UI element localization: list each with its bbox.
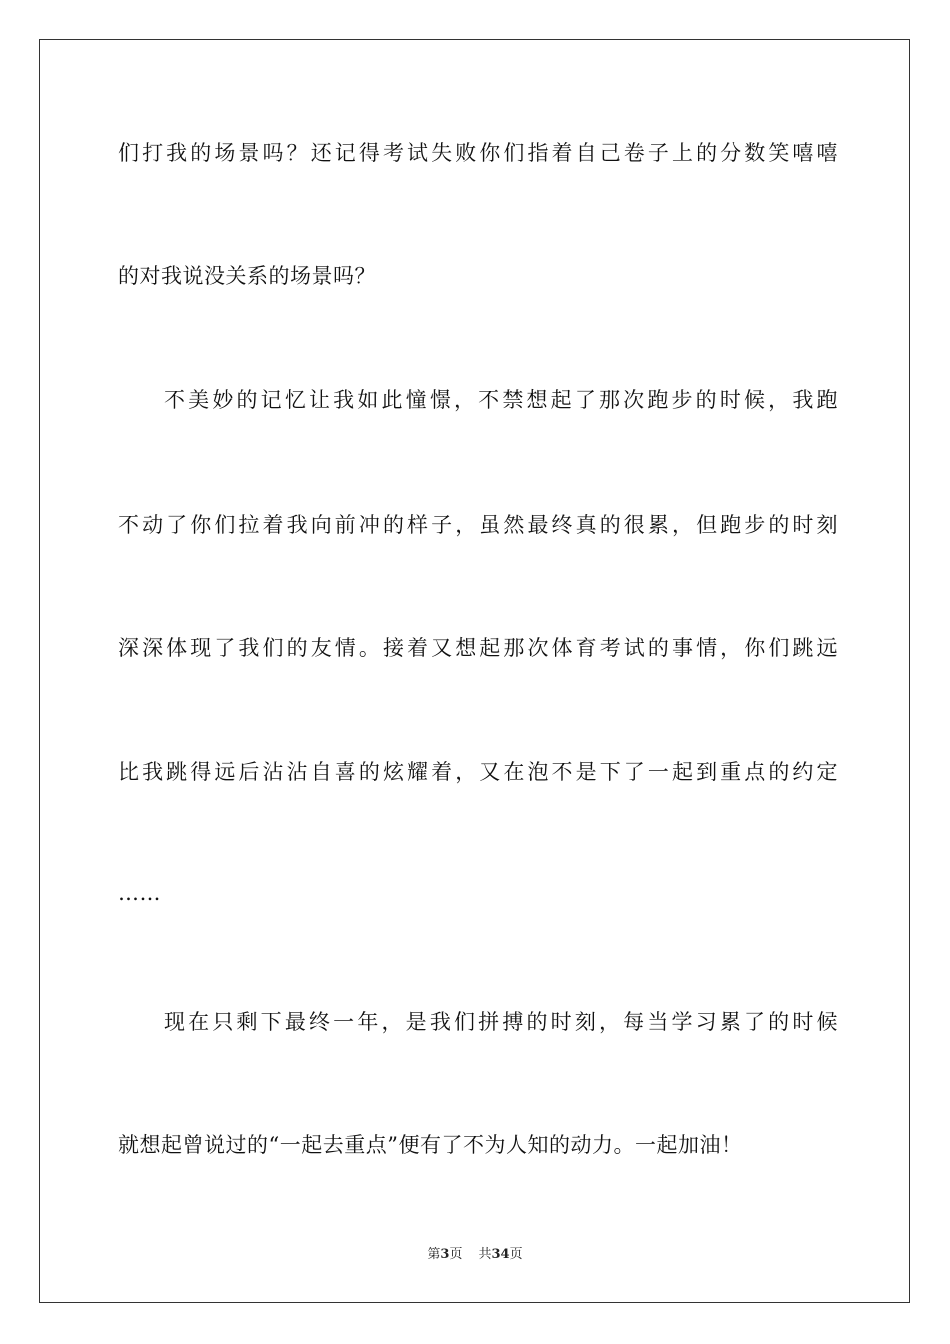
page-suffix: 页 [449, 1247, 463, 1262]
paragraph-line-5: 深深体现了我们的友情。接着又想起那次体育考试的事情，你们跳远 [118, 636, 838, 660]
page-number: 3 [440, 1247, 450, 1262]
paragraph-line-7: …… [118, 881, 161, 905]
page-footer [0, 1246, 950, 1264]
total-suffix: 页 [509, 1247, 523, 1262]
page-border [39, 39, 910, 1303]
paragraph-line-9: 就想起曾说过的“一起去重点”便有了不为人知的动力。一起加油！ [118, 1133, 743, 1157]
paragraph-line-4: 不动了你们拉着我向前冲的样子，虽然最终真的很累，但跑步的时刻 [118, 513, 838, 537]
paragraph-line-2: 的对我说没关系的场景吗？ [118, 264, 376, 288]
page-prefix: 第 [427, 1247, 441, 1262]
paragraph-line-8: 现在只剩下最终一年，是我们拼搏的时刻，每当学习累了的时候 [164, 1010, 838, 1034]
total-prefix: 共 [478, 1247, 492, 1262]
paragraph-line-1: 们打我的场景吗？还记得考试失败你们指着自己卷子上的分数笑嘻嘻 [118, 141, 838, 165]
paragraph-line-3: 不美妙的记忆让我如此憧憬，不禁想起了那次跑步的时候，我跑 [164, 388, 838, 412]
total-pages: 34 [491, 1247, 510, 1262]
paragraph-line-6: 比我跳得远后沾沾自喜的炫耀着，又在泡不是下了一起到重点的约定 [118, 760, 838, 784]
